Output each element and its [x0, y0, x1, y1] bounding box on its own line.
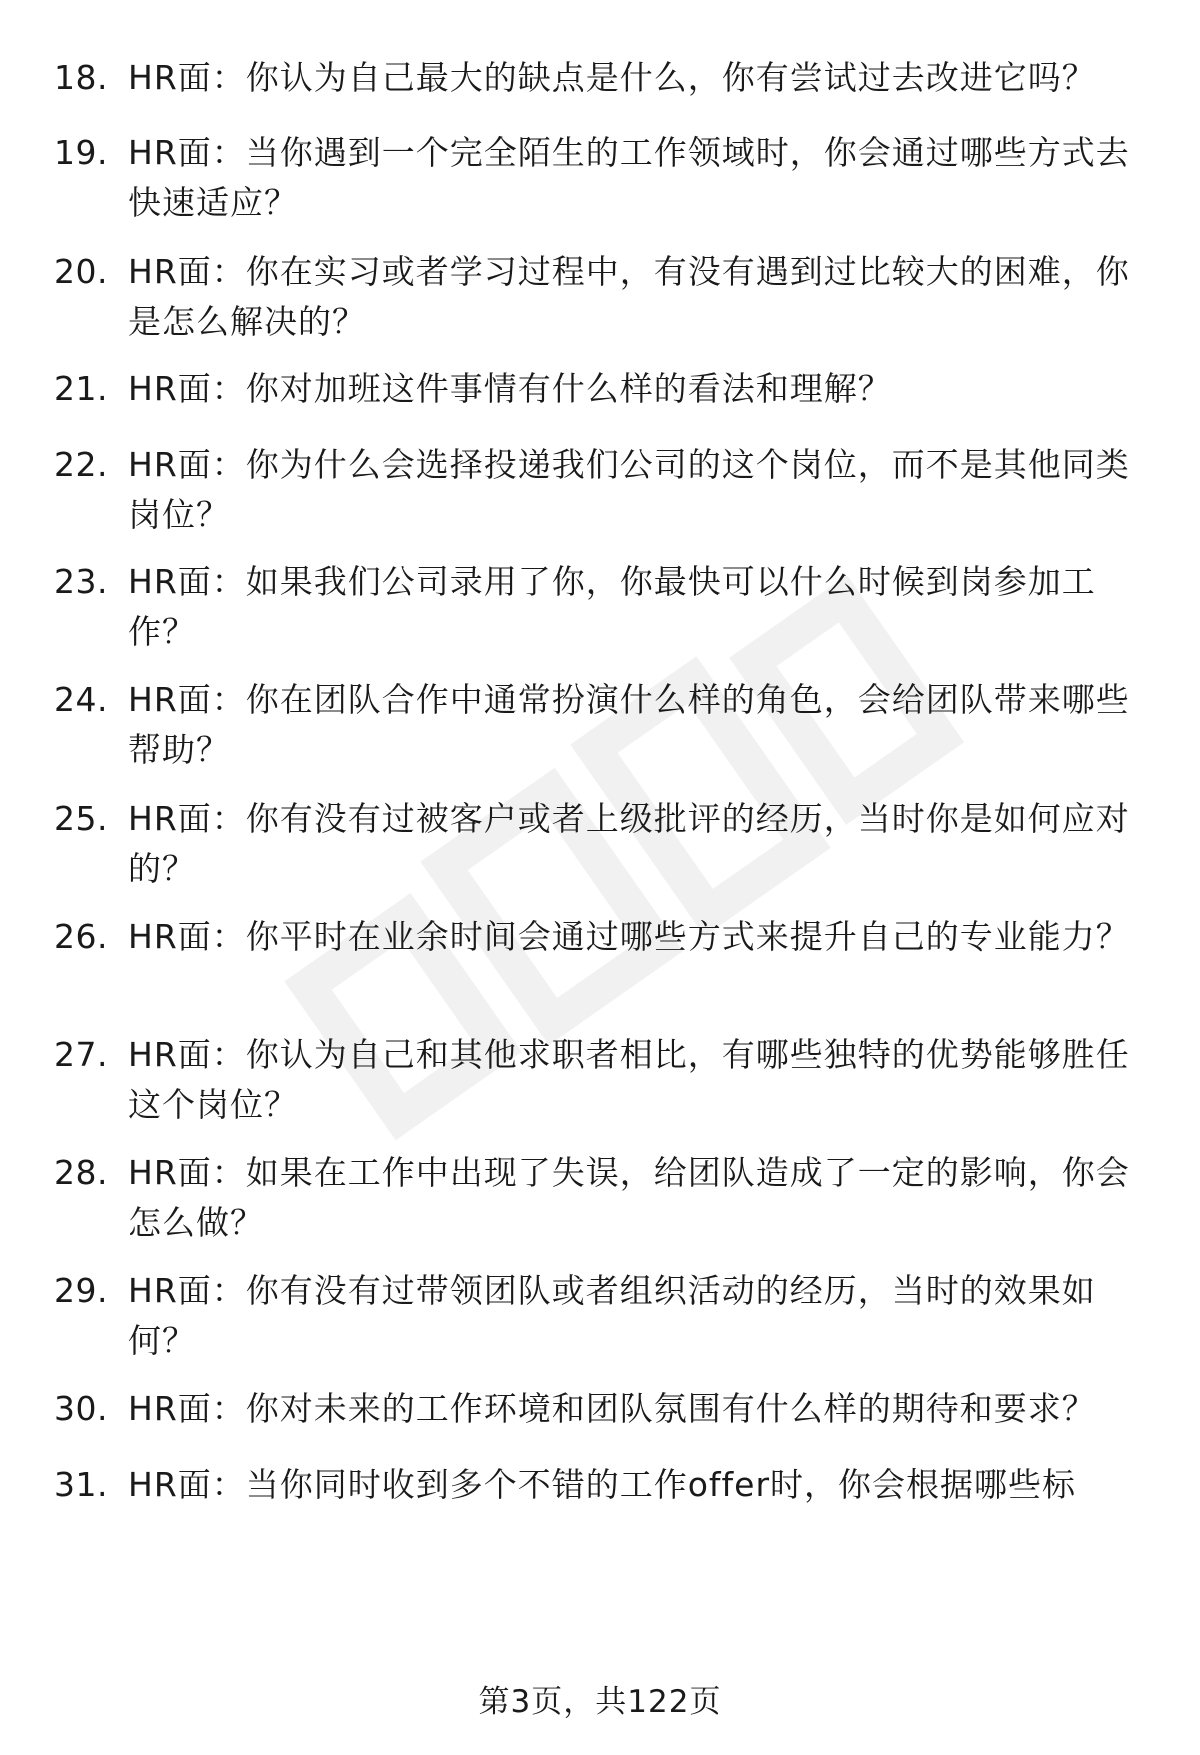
question-text: HR面：如果我们公司录用了你，你最快可以什么时候到岗参加工作？: [128, 562, 1096, 651]
question-text: HR面：如果在工作中出现了失误，给团队造成了一定的影响，你会怎么做？: [128, 1153, 1130, 1242]
question-text: HR面：当你遇到一个完全陌生的工作领域时，你会通过哪些方式去快速适应？: [128, 133, 1130, 222]
question-number: 21.: [54, 369, 108, 408]
question-text: HR面：你在实习或者学习过程中，有没有遇到过比较大的困难，你是怎么解决的？: [128, 252, 1130, 341]
question-number: 24.: [54, 680, 108, 719]
question-text: HR面：你平时在业余时间会通过哪些方式来提升自己的专业能力？: [128, 917, 1130, 956]
question-number: 20.: [54, 252, 108, 291]
question-number: 22.: [54, 445, 108, 484]
question-text: HR面：你有没有过被客户或者上级批评的经历，当时你是如何应对的？: [128, 799, 1130, 888]
question-number: 19.: [54, 133, 108, 172]
question-text: HR面：当你同时收到多个不错的工作offer时，你会根据哪些标: [128, 1465, 1077, 1504]
question-number: 23.: [54, 562, 108, 601]
question-text: HR面：你对加班这件事情有什么样的看法和理解？: [128, 369, 892, 408]
question-number: 30.: [54, 1389, 108, 1428]
question-text: HR面：你认为自己和其他求职者相比，有哪些独特的优势能够胜任这个岗位？: [128, 1035, 1130, 1124]
page-footer: 第3页，共122页: [478, 1684, 722, 1720]
question-number: 31.: [54, 1465, 108, 1504]
question-number: 28.: [54, 1153, 108, 1192]
question-number: 29.: [54, 1271, 108, 1310]
question-number: 25.: [54, 799, 108, 838]
question-number: 18.: [54, 58, 108, 97]
question-text: HR面：你有没有过带领团队或者组织活动的经历，当时的效果如何？: [128, 1271, 1096, 1360]
question-text: HR面：你认为自己最大的缺点是什么，你有尝试过去改进它吗？: [128, 58, 1096, 97]
question-text: HR面：你为什么会选择投递我们公司的这个岗位，而不是其他同类岗位？: [128, 445, 1130, 534]
question-number: 26.: [54, 917, 108, 956]
question-text: HR面：你在团队合作中通常扮演什么样的角色，会给团队带来哪些帮助？: [128, 680, 1130, 769]
question-number: 27.: [54, 1035, 108, 1074]
question-text: HR面：你对未来的工作环境和团队氛围有什么样的期待和要求？: [128, 1389, 1096, 1428]
